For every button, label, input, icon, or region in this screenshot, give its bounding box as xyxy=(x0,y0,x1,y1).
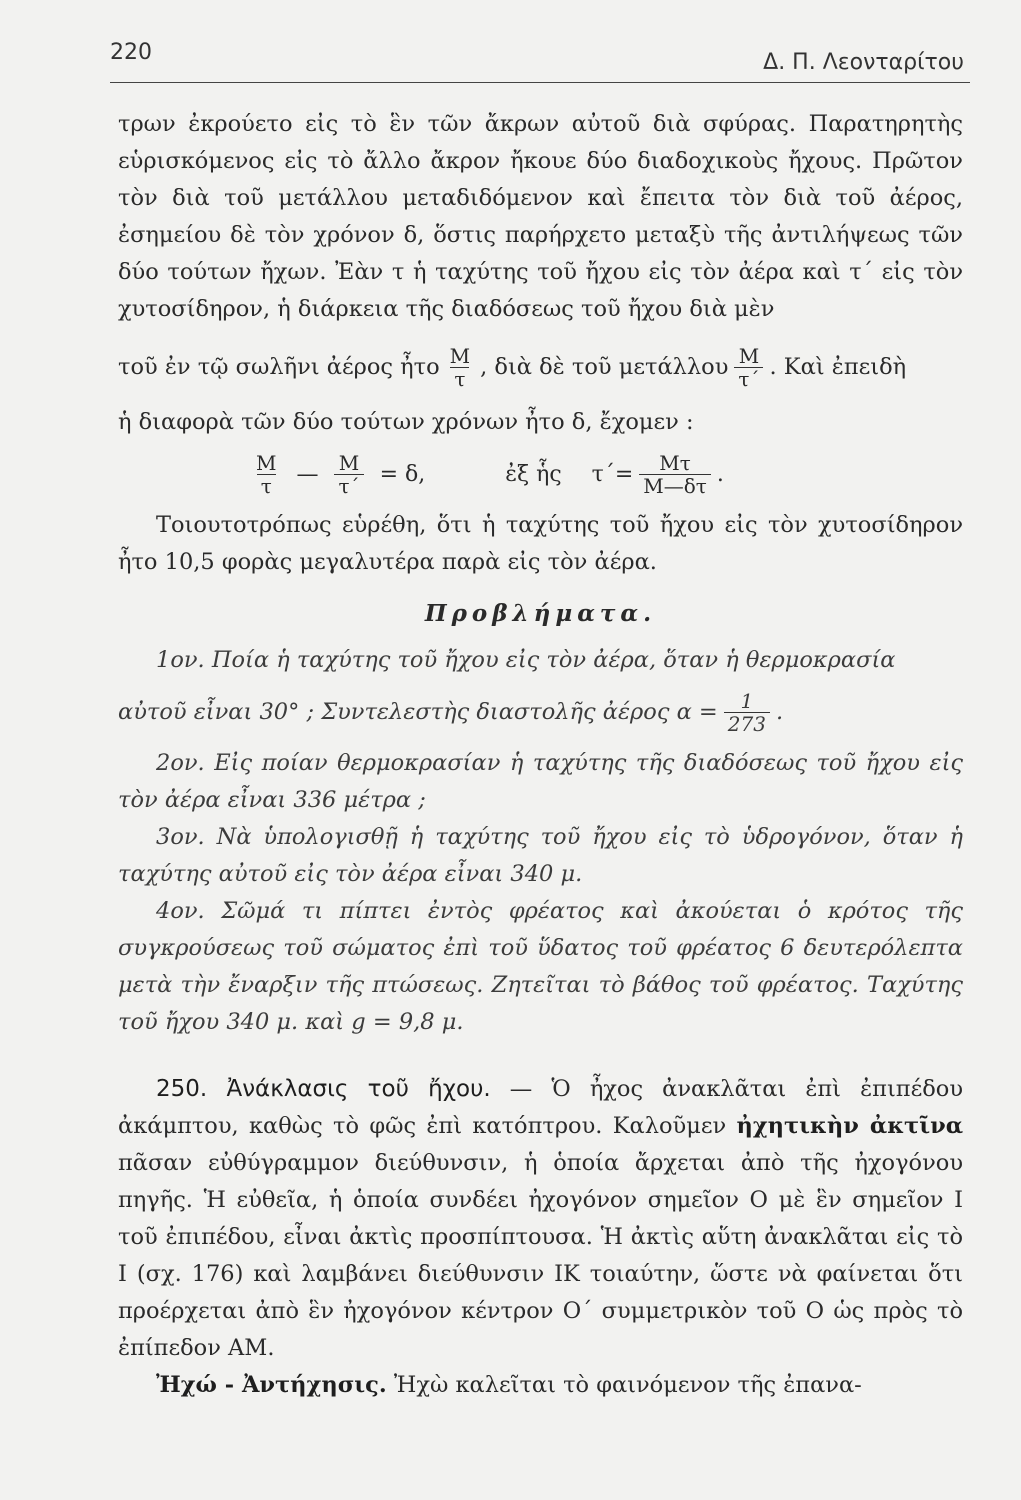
equation-fraction-2 xyxy=(334,452,363,497)
problem-2 xyxy=(118,745,963,819)
problem-1 xyxy=(118,642,963,679)
equation-end: . xyxy=(716,461,724,487)
problem-4 xyxy=(118,893,963,1041)
page-body xyxy=(118,106,963,1404)
fraction-line-text-c: . Καὶ ἐπειδὴ xyxy=(769,353,907,380)
fraction-denominator: τ΄ xyxy=(734,367,763,390)
echo-term: Ἠχώ - Ἀντήχησις. xyxy=(156,1372,387,1398)
section-250-text-b: πᾶσαν εὐθύγραμμον διεύθυνσιν, ἡ ὁποία ἄρχεται ἀπὸ τῆς ἠχογόνου πηγῆς. Ἡ εὐθεῖα, ἡ ὁποία συνδέει ἠχογόνον σημεῖον Ο μὲ ἓν σημεῖον Ι τοῦ ἐπιπέδου, εἶναι ἀκτὶς προσπίπτουσα. Ἡ ἀκτὶς αὕτη ἀνακλᾶται εἰς τὸ Ι (σχ. 176) καὶ λαμβάνει διεύθυνσιν ΙΚ τοιαύτην, ὥστε νὰ φαίνεται ὅτι προέρχεται ἀπὸ ἓν ἠχογόνον κέντρον Ο΄ συμμετρικὸν τοῦ Ο ὡς πρὸς τὸ ἐπίπεδον ΑΜ. xyxy=(118,1150,963,1361)
problem-4-number: 4ον. xyxy=(156,898,205,924)
equation-fraction-3 xyxy=(639,452,711,497)
equation-display xyxy=(118,441,963,507)
problems-title: Προβλήματα. xyxy=(424,600,657,627)
fraction-denominator: τ xyxy=(450,367,469,390)
echo-text: Ἠχὼ καλεῖται τὸ φαινόμενον τῆς ἐπανα- xyxy=(393,1372,862,1398)
equation-minus: — xyxy=(296,461,319,487)
fraction-denominator: τ xyxy=(257,474,276,497)
fraction-line-text-b: , διὰ δὲ τοῦ μετάλλου xyxy=(480,353,729,380)
paragraph-intro: τρων ἐκρούετο εἰς τὸ ἓν τῶν ἄκρων αὐτοῦ διὰ σφύρας. Παρατηρητὴς εὑρισκόμενος εἰς τὸ ἄλλο ἄκρον ἤκουε δύο διαδοχικοὺς ἤχους. Πρῶτον τὸν διὰ τοῦ μετάλλου μεταδιδόμενον καὶ ἔπειτα τὸν διὰ τοῦ ἀέρος, ἐσημείου δὲ τὸν χρόνον δ, ὅστις παρήρχετο μεταξὺ τῆς ἀντιλήψεως τῶν δύο τούτων ἤχων. Ἐὰν τ ἡ ταχύτης τοῦ ἤχου εἰς τὸν ἀέρα καὶ τ΄ εἰς τὸν χυτοσίδηρον, ἡ διάρκεια τῆς διαδόσεως τοῦ ἤχου διὰ μὲν xyxy=(118,111,963,322)
fraction-denominator: τ΄ xyxy=(334,474,363,497)
echo-paragraph xyxy=(118,1367,963,1404)
problem-3-text: Νὰ ὑπολογισθῇ ἡ ταχύτης τοῦ ἤχου εἰς τὸ ὑδρογόνον, ὅταν ἡ ταχύτης αὐτοῦ εἰς τὸν ἀέρα εἶναι 340 μ. xyxy=(118,824,963,887)
running-head: Δ. Π. Λεονταρίτου xyxy=(763,50,964,75)
fraction-numerator: M xyxy=(449,343,471,368)
fraction-line-text-a: τοῦ ἐν τῷ σωλῆνι ἀέρος ἦτο xyxy=(118,353,440,380)
fraction-numerator: M xyxy=(256,450,277,475)
problem-1-continuation xyxy=(118,679,963,745)
paragraph-difference: ἡ διαφορὰ τῶν δύο τούτων χρόνων ἦτο δ, ἔχομεν : xyxy=(118,409,694,435)
section-250 xyxy=(118,1071,963,1367)
equation-tau-prime: τ΄= xyxy=(591,461,634,487)
equation-fraction-1 xyxy=(252,452,280,497)
fraction-denominator: M—δτ xyxy=(639,474,711,497)
page-header xyxy=(110,38,970,83)
problem-4-text: Σῶμά τι πίπτει ἐντὸς φρέατος καὶ ἀκούεται ὁ κρότος τῆς συγκρούσεως τοῦ σώματος ἐπὶ τοῦ ὕδατος τοῦ φρέατος 6 δευτερόλεπτα μετὰ τὴν ἔναρξιν τῆς πτώσεως. Ζητεῖται τὸ βάθος τοῦ φρέατος. Ταχύτης τοῦ ἤχου 340 μ. καὶ g = 9,8 μ. xyxy=(118,898,964,1035)
problem-1-fraction xyxy=(724,690,770,735)
problem-2-number: 2ον. xyxy=(156,750,205,776)
fraction-line xyxy=(118,332,963,402)
problem-3-number: 3ον. xyxy=(156,824,205,850)
fraction-numerator: 1 xyxy=(740,688,754,713)
section-250-heading: 250. Ἀνάκλασις τοῦ ἤχου. xyxy=(156,1076,491,1102)
page-number: 220 xyxy=(110,40,152,65)
section-250-term: ἠχητικὴν ἀκτῖνα xyxy=(736,1113,964,1139)
fraction-denominator: 273 xyxy=(724,712,770,735)
problem-1-cont-text: αὐτοῦ εἶναι 30° ; Συντελεστὴς διαστολῆς ἀέρος α = xyxy=(118,698,718,725)
fraction-numerator: M xyxy=(738,343,760,368)
fraction-m-over-tau xyxy=(446,345,474,390)
problem-1-end: . xyxy=(775,698,784,725)
problem-2-text: Εἰς ποίαν θερμοκρασίαν ἡ ταχύτης τῆς διαδόσεως τοῦ ἤχου εἰς τὸν ἀέρα εἶναι 336 μέτρα ; xyxy=(118,750,963,813)
problem-1-number: 1ον. xyxy=(156,647,205,673)
section-250-text-a: — Ὁ ἦχος ἀνακλᾶται ἐπὶ ἐπιπέδου ἀκάμπτου, καθὼς τὸ φῶς ἐπὶ κατόπτρου. Καλοῦμεν xyxy=(118,1076,963,1139)
fraction-numerator: Mτ xyxy=(659,450,691,475)
fraction-numerator: M xyxy=(338,450,360,475)
equation-equals-delta: = δ, xyxy=(379,461,426,487)
problem-3 xyxy=(118,819,963,893)
problem-1-text: Ποία ἡ ταχύτης τοῦ ἤχου εἰς τὸν ἀέρα, ὅταν ἡ θερμοκρασία xyxy=(211,647,896,673)
paragraph-result: Τοιουτοτρόπως εὑρέθη, ὅτι ἡ ταχύτης τοῦ ἤχου εἰς τὸν χυτοσίδηρον ἦτο 10,5 φορὰς μεγαλυτέρα παρὰ εἰς τὸν ἀέρα. xyxy=(118,512,963,575)
fraction-m-over-tau-prime xyxy=(734,345,763,390)
equation-from-which: ἐξ ἧς xyxy=(505,461,562,487)
